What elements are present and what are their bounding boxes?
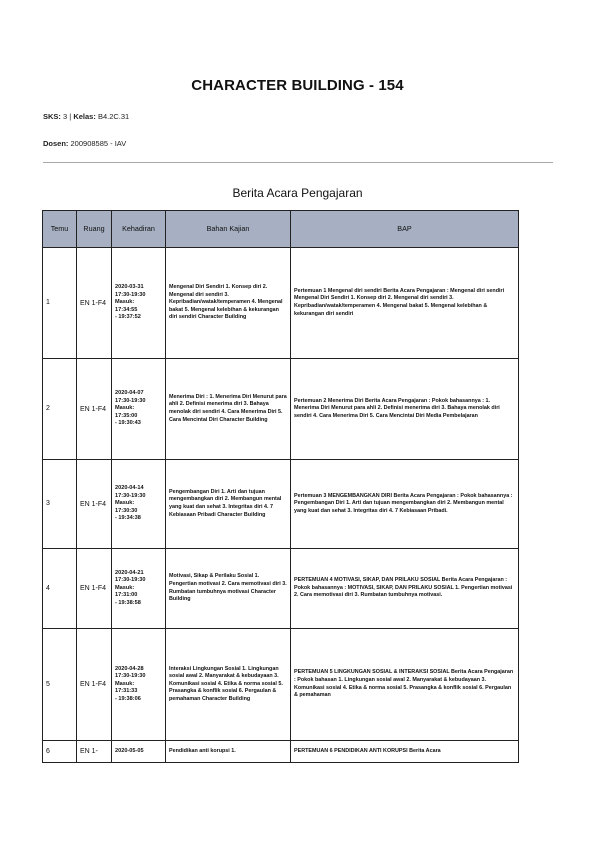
kehadiran-in-time: 17:35:00 (115, 412, 138, 419)
kehadiran-date: 2020-04-07 (115, 390, 144, 397)
dosen-value: 200908585 - IAV (70, 139, 127, 148)
kelas-value: B4.2C.31 (97, 112, 130, 121)
table-row (43, 629, 519, 741)
cell-temu: 1 (43, 248, 77, 359)
cell-kehadiran (112, 460, 166, 549)
col-header-kehadiran: Kehadiran (112, 211, 166, 248)
cell-kehadiran (112, 629, 166, 741)
kehadiran-slot: 17:30-19:30 (115, 577, 146, 584)
table-row (43, 549, 519, 629)
cell-bap: Pertemuan 3 MENGEMBANGKAN DIRI Berita Acara Pengajaran : Pokok bahasannya : Pengembangan Diri 1. Arti dan tujuan mengembangkan diri 2. Membangun mental yang kuat dan sehat 3. Integritas diri 4. 7 Kebiasaan Pribadi. (291, 460, 519, 549)
kehadiran-slot: 17:30-19:30 (115, 492, 146, 499)
kehadiran-masuk-label: Masuk: (115, 500, 135, 507)
cell-temu: 5 (43, 629, 77, 741)
kehadiran-out-time: - 19:34:38 (115, 515, 141, 522)
cell-temu: 2 (43, 359, 77, 460)
cell-ruang: EN 1-F4 (77, 629, 112, 741)
sks-value: 3 (63, 112, 68, 121)
cell-bahan-kajian: Menerima Diri : 1. Menerima Diri Menurut para ahli 2. Definisi menerima diri 3. Bahaya menolak diri sendiri 4. Cara Menerima Diri 5. Cara Mencintai Diri Character Building (166, 359, 291, 460)
cell-bahan-kajian: Motivasi, Sikap & Perilaku Sosial 1. Pengertian motivasi 2. Cara memotivasi diri 3. Rumbatan tumbuhnya motivasi Character Building (166, 549, 291, 629)
cell-kehadiran (112, 741, 166, 763)
cell-temu: 6 (43, 741, 77, 763)
kehadiran-date: 2020-04-14 (115, 485, 144, 492)
kehadiran-date: 2020-04-21 (115, 569, 144, 576)
cell-bap: Pertemuan 2 Menerima Diri Berita Acara Pengajaran : Pokok bahasannya : 1. Menerima Diri Menurut para ahli 2. Definisi menerima diri 3. Bahaya menolak diri sendiri 4. Cara Menerima Diri 5. Cara Mencintai Diri Media Pembelajaran (291, 359, 519, 460)
kehadiran-masuk-label: Masuk: (115, 405, 135, 412)
cell-kehadiran (112, 248, 166, 359)
cell-bap: PERTEMUAN 6 PENDIDIKAN ANTI KORUPSI Berita Acara (291, 741, 519, 763)
header-divider (43, 162, 553, 163)
kehadiran-in-time: 17:31:33 (115, 688, 138, 695)
course-info (43, 112, 129, 121)
col-header-bahan-kajian: Bahan Kajian (166, 211, 291, 248)
bap-table (42, 210, 519, 763)
meta-separator: | (69, 112, 72, 121)
section-title: Berita Acara Pengajaran (232, 186, 363, 200)
cell-ruang: EN 1-F4 (77, 359, 112, 460)
kehadiran-slot: 17:30-19:30 (115, 673, 146, 680)
table-header-row (43, 211, 519, 248)
cell-kehadiran (112, 549, 166, 629)
col-header-temu: Temu (43, 211, 77, 248)
kehadiran-in-time: 17:34:55 (115, 306, 138, 313)
cell-bahan-kajian: Mengenal Diri Sendiri 1. Konsep diri 2. Mengenal diri sendiri 3. Kepribadian/watak/temperamen 4. Mengenal bakat 5. Mengenal kelebihan & kekurangan diri sendiri Character Building (166, 248, 291, 359)
kehadiran-date: 2020-04-28 (115, 665, 144, 672)
cell-bahan-kajian: Pengembangan Diri 1. Arti dan tujuan mengembangkan diri 2. Membangun mental yang kuat dan sehat 3. Integritas diri 4. 7 Kebiasaan Pribadi Character Building (166, 460, 291, 549)
kehadiran-masuk-label: Masuk: (115, 584, 135, 591)
cell-ruang: EN 1-F4 (77, 549, 112, 629)
cell-ruang: EN 1-F4 (77, 460, 112, 549)
table-row (43, 460, 519, 549)
kehadiran-in-time: 17:31:00 (115, 592, 138, 599)
kehadiran-slot: 17:30-19:30 (115, 291, 146, 298)
cell-temu: 4 (43, 549, 77, 629)
table-row (43, 741, 519, 763)
col-header-bap: BAP (291, 211, 519, 248)
cell-ruang: EN 1- (77, 741, 112, 763)
kehadiran-date: 2020-03-31 (115, 284, 144, 291)
kehadiran-in-time: 17:30:30 (115, 507, 138, 514)
kehadiran-masuk-label: Masuk: (115, 680, 135, 687)
cell-bahan-kajian: Interaksi Lingkungan Sosial 1. Lingkungan sosial awal 2. Manyarakat & kebudayaan 3. Komunikasi sosial 4. Etika & norma sosial 5. Prasangka & konflik sosial 6. Pergaulan & pemahaman Character Building (166, 629, 291, 741)
kehadiran-masuk-label: Masuk: (115, 299, 135, 306)
kehadiran-slot: 17:30-19:30 (115, 397, 146, 404)
kehadiran-out-time: - 19:37:52 (115, 314, 141, 321)
table-row (43, 248, 519, 359)
page-title: CHARACTER BUILDING - 154 (191, 77, 404, 94)
col-header-ruang: Ruang (77, 211, 112, 248)
kehadiran-out-time: - 19:30:43 (115, 420, 141, 427)
cell-bahan-kajian: Pendidikan anti korupsi 1. (166, 741, 291, 763)
kehadiran-out-time: - 19:38:06 (115, 695, 141, 702)
cell-kehadiran (112, 359, 166, 460)
kehadiran-out-time: - 19:38:58 (115, 599, 141, 606)
kelas-label: Kelas: (73, 112, 96, 121)
dosen-label: Dosen: (43, 139, 69, 148)
lecturer-info (43, 139, 126, 148)
kehadiran-date: 2020-05-05 (115, 747, 144, 754)
cell-bap: PERTEMUAN 4 MOTIVASI, SIKAP, DAN PRILAKU SOSIAL Berita Acara Pengajaran : Pokok bahasannya : MOTIVASI, SIKAP, DAN PRILAKU SOSIAL 1. Pengertian motivasi 2. Cara memotivasi diri 3. Rumbatan tumbuhnya motivasi. (291, 549, 519, 629)
cell-temu: 3 (43, 460, 77, 549)
table-row (43, 359, 519, 460)
cell-bap: Pertemuan 1 Mengenal diri sendiri Berita Acara Pengajaran : Mengenal diri sendiri Mengenal Diri Sendiri 1. Konsep diri 2. Mengenal diri sendiri 3. Kepribadian/watak/temperamen 4. Mengenal bakat 5. Mengenal kelebihan & kekurangan diri sendiri (291, 248, 519, 359)
sks-label: SKS: (43, 112, 61, 121)
cell-bap: PERTEMUAN 5 LINGKUNGAN SOSIAL & INTERAKSI SOSIAL Berita Acara Pengajaran : Pokok bahasan 1. Lingkungan sosial awal 2. Manyarakat & kebudayaan 3. Komunikasi sosial 4. Etika & norma sosial 5. Prasangka & konflik sosial 6. Pergaulan & pemahaman (291, 629, 519, 741)
cell-ruang: EN 1-F4 (77, 248, 112, 359)
